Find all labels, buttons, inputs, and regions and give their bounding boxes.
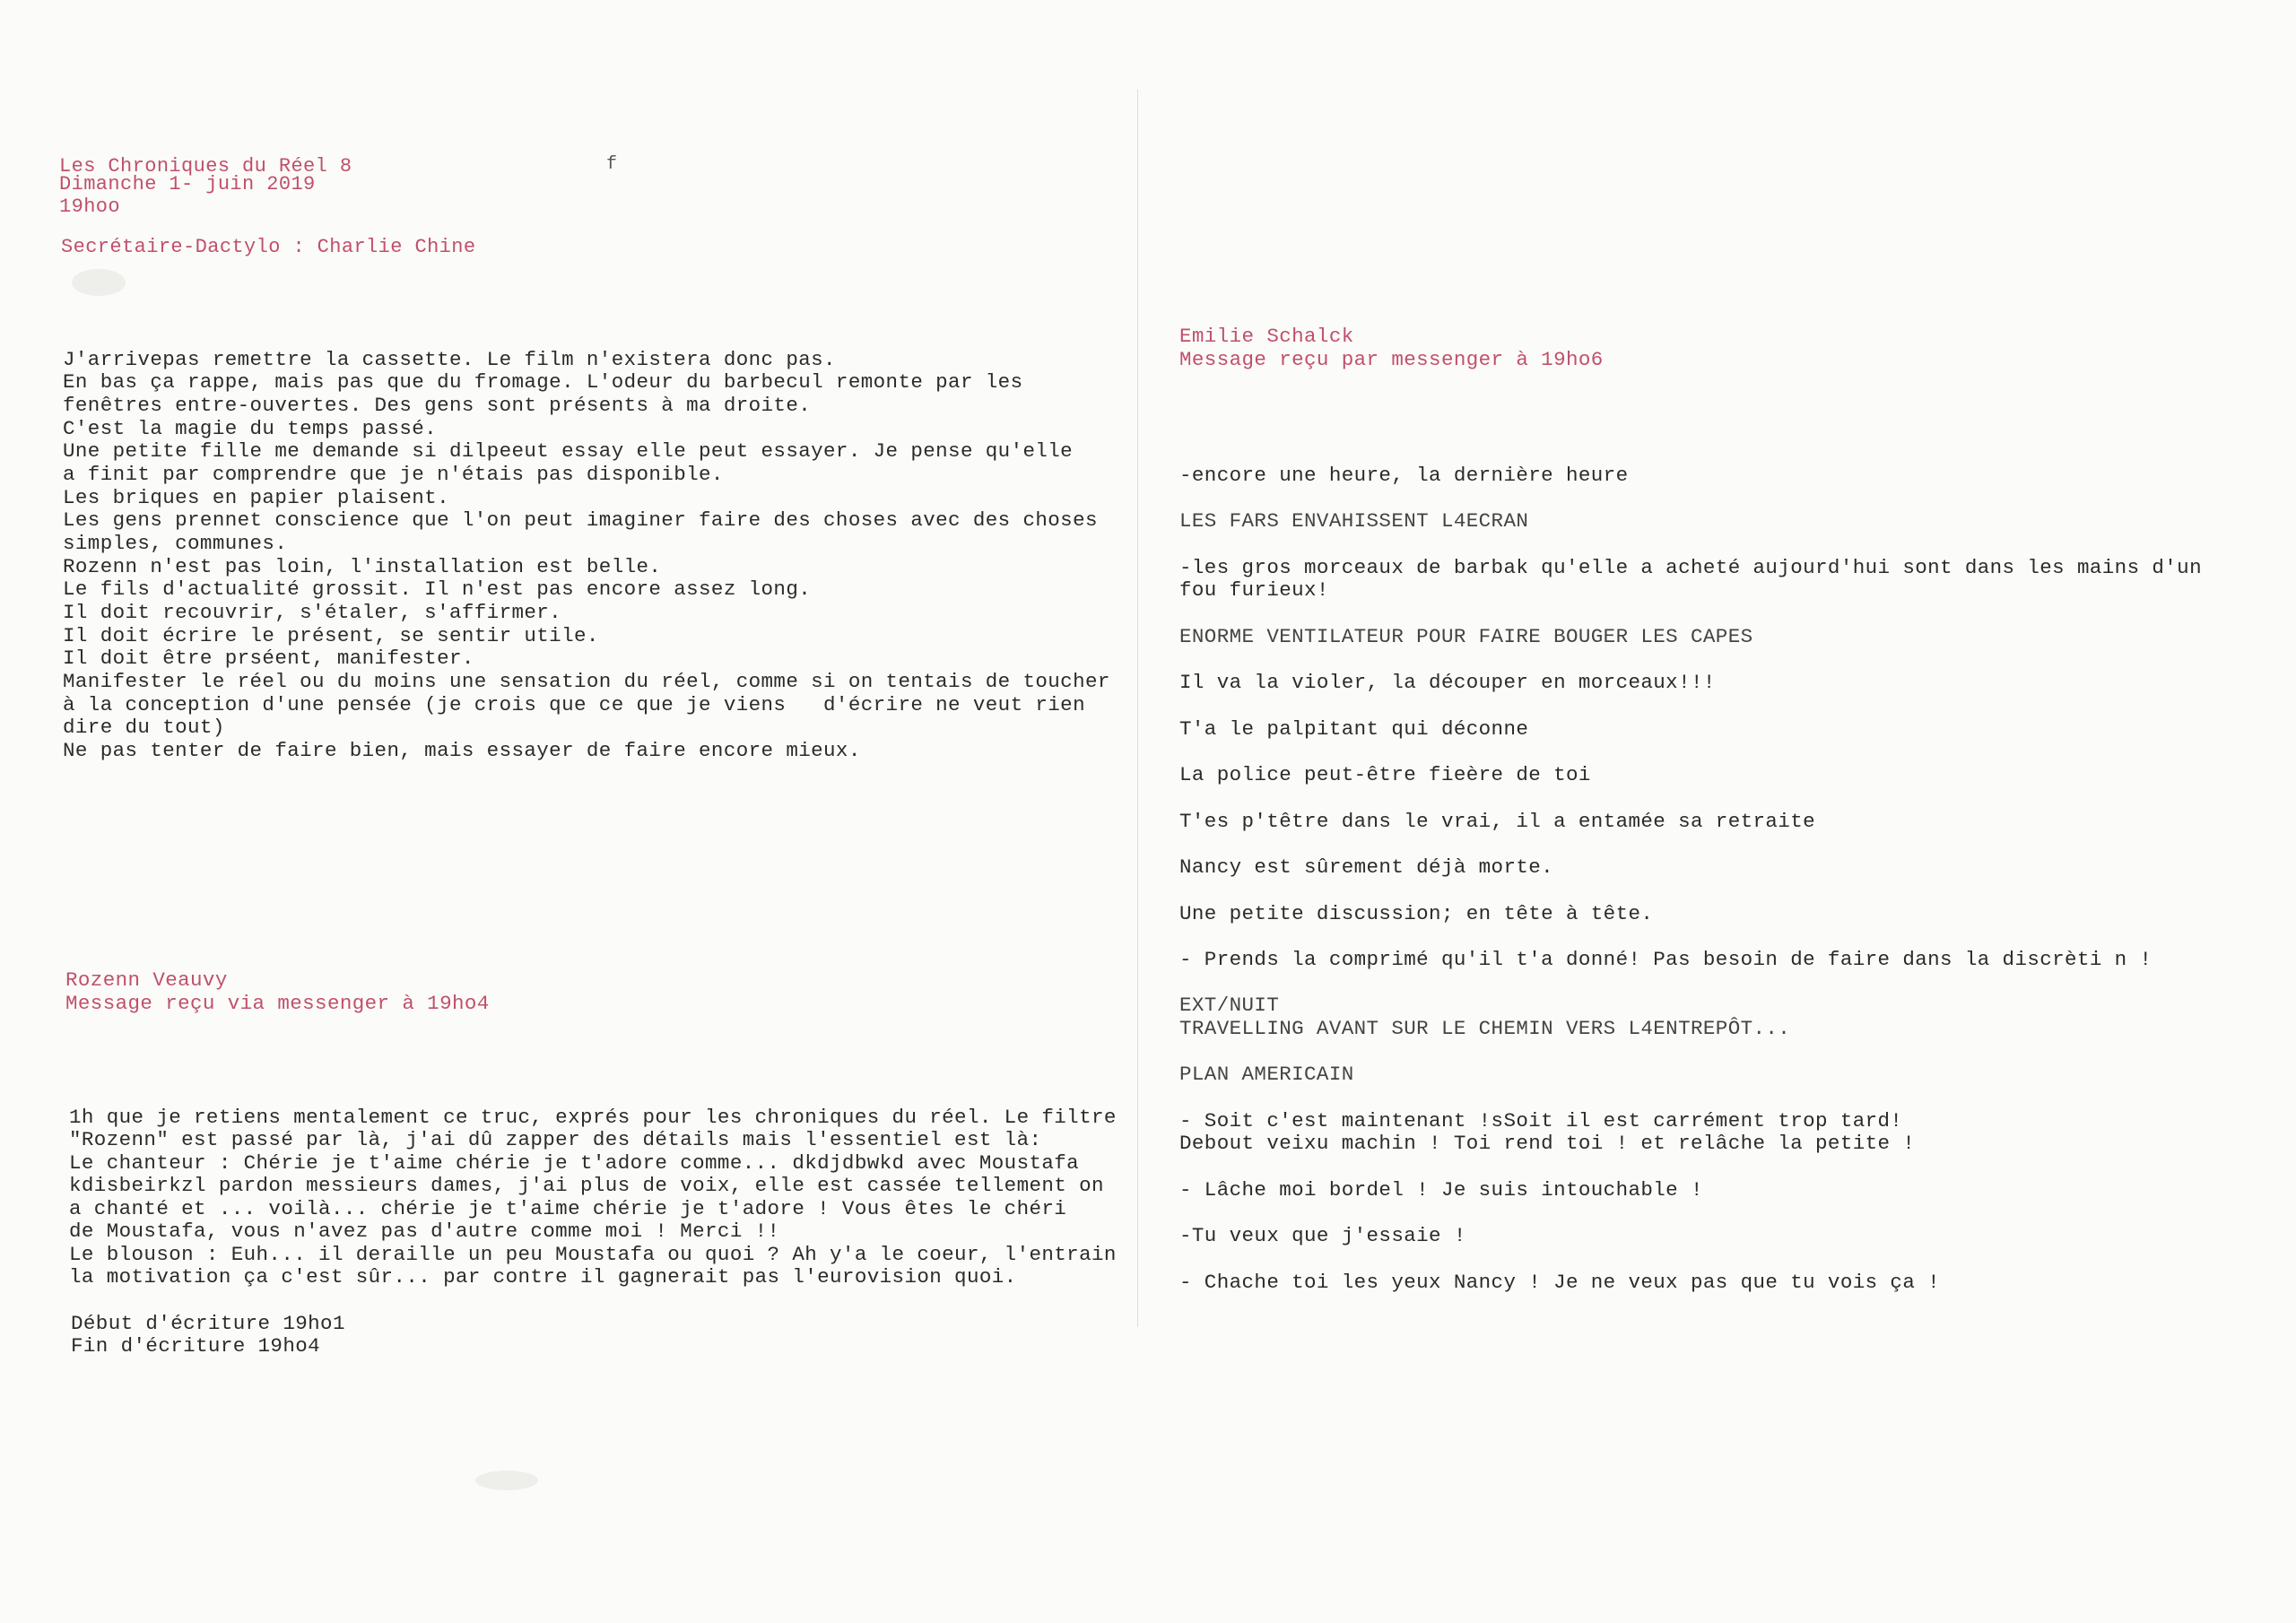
text-line: Nancy est sûrement déjà morte. bbox=[1179, 855, 1554, 879]
text-line: -Tu veux que j'essaie ! bbox=[1179, 1224, 1466, 1247]
text-line: la motivation ça c'est sûr... par contre il gagnerait pas l'eurovision quoi. bbox=[69, 1265, 1017, 1289]
text-line: Les gens prennet conscience que l'on peut imaginer faire des choses avec des choses bbox=[63, 508, 1098, 532]
text-line: - Prends la comprimé qu'il t'a donné! Pas besoin de faire dans la discrèti n ! bbox=[1179, 948, 2152, 971]
text-line: fenêtres entre-ouvertes. Des gens sont présents à ma droite. bbox=[63, 394, 812, 417]
text-line: Il doit être prséent, manifester. bbox=[63, 647, 474, 670]
text-line: ENORME VENTILATEUR POUR FAIRE BOUGER LES CAPES bbox=[1179, 625, 1753, 648]
document-date: Dimanche 1- juin 2019 bbox=[59, 173, 316, 195]
ink-smudge bbox=[475, 1471, 538, 1490]
text-line: a finit par comprendre que je n'étais pas disponible. bbox=[63, 463, 724, 486]
text-line: dire du tout) bbox=[63, 716, 225, 739]
text-line: Le chanteur : Chérie je t'aime chérie je t'adore comme... dkdjdbwkd avec Moustafa bbox=[69, 1151, 1080, 1175]
text-line: -les gros morceaux de barbak qu'elle a acheté aujourd'hui sont dans les mains d'un bbox=[1179, 556, 2202, 579]
text-line: Manifester le réel ou du moins une sensation du réel, comme si on tentais de toucher bbox=[63, 670, 1110, 693]
text-line: 1h que je retiens mentalement ce truc, exprés pour les chroniques du réel. Le filtre bbox=[69, 1106, 1117, 1129]
text-line: EXT/NUIT bbox=[1179, 994, 1280, 1017]
text-line: simples, communes. bbox=[63, 532, 288, 555]
text-line: T'es p'têtre dans le vrai, il a entamée sa retraite bbox=[1179, 810, 1816, 833]
rozenn-name: Rozenn Veauvy bbox=[65, 968, 228, 992]
text-line: Il va la violer, la découper en morceaux!!! bbox=[1179, 671, 1716, 694]
text-line: - Soit c'est maintenant !sSoit il est carrément trop tard! bbox=[1179, 1109, 1903, 1133]
text-line: Ne pas tenter de faire bien, mais essayer de faire encore mieux. bbox=[63, 739, 861, 762]
text-line: Une petite fille me demande si dilpeeut essay elle peut essayer. Je pense qu'elle bbox=[63, 439, 1074, 463]
text-line: C'est la magie du temps passé. bbox=[63, 417, 438, 440]
text-line: LES FARS ENVAHISSENT L4ECRAN bbox=[1179, 509, 1529, 533]
stray-typed-mark: f bbox=[606, 154, 618, 175]
text-line: à la conception d'une pensée (je crois que ce que je viens d'écrire ne veut rien bbox=[63, 693, 1085, 716]
text-line: a chanté et ... voilà... chérie je t'aime chérie je t'adore ! Vous êtes le chéri bbox=[69, 1197, 1067, 1220]
page-fold-line bbox=[1137, 90, 1138, 1327]
text-line: Le blouson : Euh... il deraille un peu Moustafa ou quoi ? Ah y'a le coeur, l'entrain bbox=[69, 1243, 1117, 1266]
text-line: Debout veixu machin ! Toi rend toi ! et relâche la petite ! bbox=[1179, 1132, 1916, 1155]
emilie-name: Emilie Schalck bbox=[1179, 325, 1354, 348]
text-line: J'arrivepas remettre la cassette. Le film n'existera donc pas. bbox=[63, 348, 836, 371]
text-line: Il doit recouvrir, s'étaler, s'affirmer. bbox=[63, 601, 562, 624]
text-line: En bas ça rappe, mais pas que du fromage. L'odeur du barbecul remonte par les bbox=[63, 370, 1023, 394]
document-title: Les Chroniques du Réel 8 bbox=[59, 155, 352, 178]
text-line: PLAN AMERICAIN bbox=[1179, 1063, 1354, 1086]
rozenn-subtitle: Message reçu via messenger à 19ho4 bbox=[65, 992, 490, 1015]
text-line: kdisbeirkzl pardon messieurs dames, j'ai plus de voix, elle est cassée tellement on bbox=[69, 1174, 1104, 1197]
text-line: Rozenn n'est pas loin, l'installation est belle. bbox=[63, 555, 662, 578]
document-time: 19hoo bbox=[59, 195, 121, 218]
text-line: "Rozenn" est passé par là, j'ai dû zapper des détails mais l'essentiel est là: bbox=[69, 1128, 1042, 1151]
text-line: fou furieux! bbox=[1179, 578, 1329, 602]
text-line: Une petite discussion; en tête à tête. bbox=[1179, 902, 1654, 925]
text-line: - Chache toi les yeux Nancy ! Je ne veux pas que tu vois ça ! bbox=[1179, 1271, 1941, 1294]
text-line: Il doit écrire le présent, se sentir utile. bbox=[63, 624, 599, 647]
secretary-line: Secrétaire-Dactylo : Charlie Chine bbox=[61, 236, 476, 258]
emilie-subtitle: Message reçu par messenger à 19ho6 bbox=[1179, 348, 1604, 371]
text-line: - Lâche moi bordel ! Je suis intouchable ! bbox=[1179, 1178, 1703, 1202]
text-line: Les briques en papier plaisent. bbox=[63, 486, 449, 509]
ink-smudge bbox=[72, 269, 126, 296]
text-line: T'a le palpitant qui déconne bbox=[1179, 717, 1529, 741]
writing-start: Début d'écriture 19ho1 bbox=[71, 1312, 345, 1335]
text-line: de Moustafa, vous n'avez pas d'autre comme moi ! Merci !! bbox=[69, 1219, 780, 1243]
writing-end: Fin d'écriture 19ho4 bbox=[71, 1334, 321, 1358]
text-line: TRAVELLING AVANT SUR LE CHEMIN VERS L4ENTREPÔT... bbox=[1179, 1017, 1791, 1040]
text-line: La police peut-être fieère de toi bbox=[1179, 763, 1591, 786]
text-line: Le fils d'actualité grossit. Il n'est pas encore assez long. bbox=[63, 577, 812, 601]
text-line: -encore une heure, la dernière heure bbox=[1179, 464, 1629, 487]
